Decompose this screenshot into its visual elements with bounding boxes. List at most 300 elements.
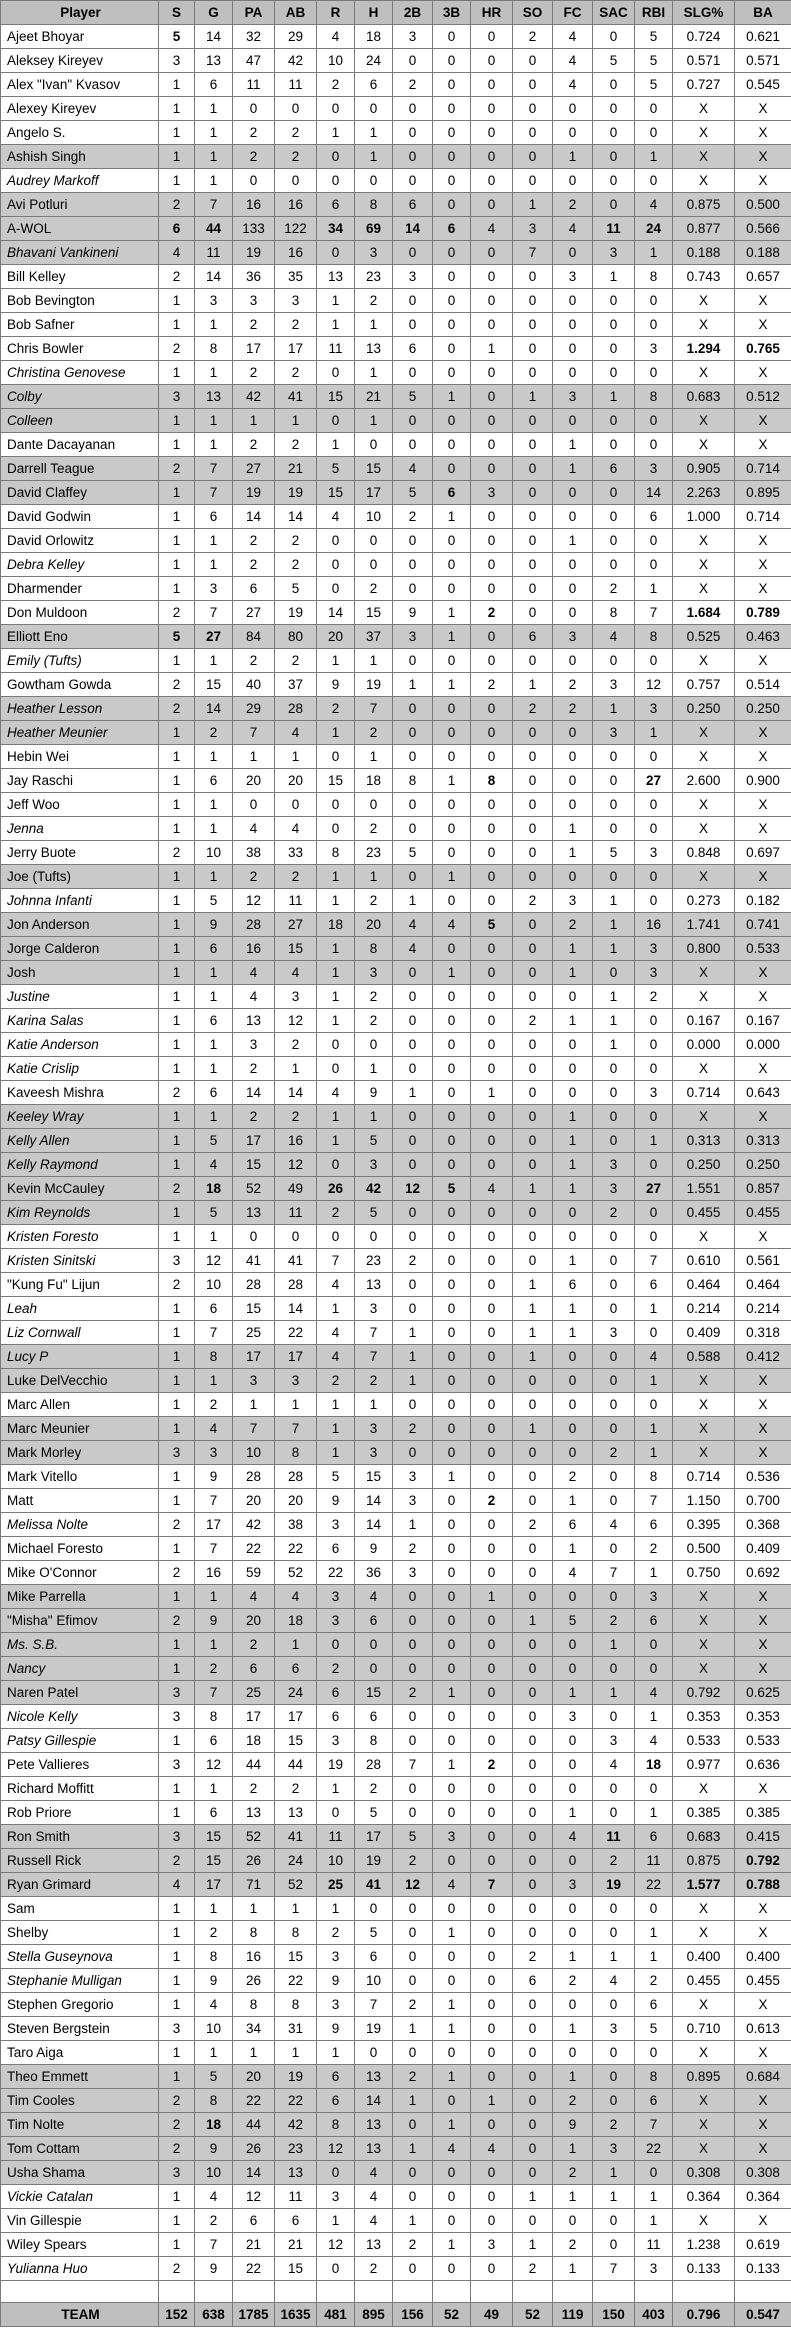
player-row [1, 1513, 791, 1537]
cell-pa: 20 [233, 2065, 275, 2089]
cell-ab: 11 [275, 889, 317, 913]
cell-s: S [159, 1, 195, 25]
cell-fc: 2 [553, 1969, 593, 1993]
cell-s: 3 [159, 1825, 195, 1849]
cell-3b: 4 [433, 913, 471, 937]
cell-g: 7 [195, 457, 233, 481]
cell-rbi: 27 [635, 769, 673, 793]
cell-r: 3 [317, 1729, 355, 1753]
cell-g: 6 [195, 769, 233, 793]
cell-rbi: 0 [635, 817, 673, 841]
cell-rbi: 1 [635, 1297, 673, 1321]
cell-slg: 0.395 [673, 1513, 735, 1537]
cell-r: 3 [317, 1993, 355, 2017]
cell-r: 10 [317, 1849, 355, 1873]
cell-ba: 0.714 [735, 457, 791, 481]
cell-sac: 1 [593, 913, 635, 937]
cell-so: 0 [513, 961, 553, 985]
cell-r: 19 [317, 1753, 355, 1777]
cell-rbi: 0 [635, 1321, 673, 1345]
cell-rbi: 3 [635, 841, 673, 865]
cell-player: Angelo S. [1, 121, 159, 145]
cell-ba: X [735, 1057, 791, 1081]
cell-g: 18 [195, 1177, 233, 1201]
cell-slg [673, 2281, 735, 2303]
cell-fc: 0 [553, 769, 593, 793]
cell-2b: 2 [393, 1537, 433, 1561]
cell-slg: 0.273 [673, 889, 735, 913]
cell-r: 1 [317, 1009, 355, 1033]
cell-s: 1 [159, 1801, 195, 1825]
cell-pa: 16 [233, 193, 275, 217]
team-total-row [1, 2303, 791, 2327]
cell-fc: 0 [553, 1585, 593, 1609]
cell-2b: 0 [393, 1057, 433, 1081]
cell-r: 1 [317, 961, 355, 985]
cell-slg: 0.133 [673, 2257, 735, 2281]
cell-hr: 0 [471, 649, 513, 673]
cell-so: 1 [513, 2233, 553, 2257]
cell-hr: 0 [471, 721, 513, 745]
cell-ab: 13 [275, 1801, 317, 1825]
cell-h: 14 [355, 1513, 393, 1537]
cell-sac: 2 [593, 2113, 635, 2137]
cell-player: Jorge Calderon [1, 937, 159, 961]
cell-s: 1 [159, 913, 195, 937]
cell-pa: 26 [233, 1969, 275, 1993]
cell-g: 1 [195, 1585, 233, 1609]
cell-ba: 0.455 [735, 1201, 791, 1225]
cell-h: 28 [355, 1753, 393, 1777]
cell-rbi: 4 [635, 1681, 673, 1705]
player-row [1, 961, 791, 985]
cell-fc: 0 [553, 1849, 593, 1873]
cell-2b: 0 [393, 313, 433, 337]
cell-rbi: 5 [635, 2017, 673, 2041]
player-row [1, 865, 791, 889]
cell-hr: 0 [471, 73, 513, 97]
cell-ba: X [735, 289, 791, 313]
cell-sac: 0 [593, 433, 635, 457]
cell-s: 1 [159, 145, 195, 169]
cell-r: 2 [317, 1369, 355, 1393]
cell-pa: 2 [233, 529, 275, 553]
player-row [1, 2209, 791, 2233]
cell-g: 13 [195, 49, 233, 73]
cell-rbi: 8 [635, 1465, 673, 1489]
cell-h: 19 [355, 673, 393, 697]
cell-fc: 2 [553, 2161, 593, 2185]
cell-h: 23 [355, 1249, 393, 1273]
cell-s: 1 [159, 1633, 195, 1657]
cell-3b: 1 [433, 961, 471, 985]
cell-rbi: 1 [635, 1921, 673, 1945]
cell-so: 0 [513, 1153, 553, 1177]
cell-fc: 0 [553, 169, 593, 193]
cell-s: 1 [159, 289, 195, 313]
cell-sac: 0 [593, 1345, 635, 1369]
player-row [1, 1849, 791, 1873]
cell-slg: 1.000 [673, 505, 735, 529]
cell-so: 0 [513, 1201, 553, 1225]
cell-hr: 0 [471, 985, 513, 1009]
cell-fc: 1 [553, 2257, 593, 2281]
cell-sac: 0 [593, 649, 635, 673]
cell-pa: 44 [233, 1753, 275, 1777]
cell-sac: 0 [593, 313, 635, 337]
cell-fc: 6 [553, 1273, 593, 1297]
cell-slg: X [673, 745, 735, 769]
cell-ba: X [735, 121, 791, 145]
cell-pa: 52 [233, 1177, 275, 1201]
cell-player: David Claffey [1, 481, 159, 505]
cell-ba: 0.643 [735, 1081, 791, 1105]
cell-player: Debra Kelley [1, 553, 159, 577]
cell-pa: 20 [233, 769, 275, 793]
cell-3b: 0 [433, 49, 471, 73]
cell-3b: 1 [433, 625, 471, 649]
cell-fc: 4 [553, 49, 593, 73]
cell-h: 10 [355, 1969, 393, 1993]
cell-g: 7 [195, 1681, 233, 1705]
cell-s: 1 [159, 1201, 195, 1225]
player-row [1, 1249, 791, 1273]
cell-pa: 2 [233, 865, 275, 889]
cell-3b: 0 [433, 2161, 471, 2185]
cell-ab: 19 [275, 601, 317, 625]
player-row [1, 289, 791, 313]
cell-pa: 7 [233, 1417, 275, 1441]
cell-2b: 0 [393, 985, 433, 1009]
cell-sac: 0 [593, 73, 635, 97]
cell-slg: 0.533 [673, 1729, 735, 1753]
cell-fc: 0 [553, 985, 593, 1009]
cell-s: 2 [159, 601, 195, 625]
cell-h: 23 [355, 841, 393, 865]
cell-fc [553, 2281, 593, 2303]
cell-s: 1 [159, 1465, 195, 1489]
cell-2b: 9 [393, 601, 433, 625]
cell-sac: 3 [593, 673, 635, 697]
cell-r: 4 [317, 1273, 355, 1297]
cell-hr: 0 [471, 889, 513, 913]
cell-player: Pete Vallieres [1, 1753, 159, 1777]
cell-slg: X [673, 1657, 735, 1681]
cell-r: 0 [317, 553, 355, 577]
cell-sac: 0 [593, 553, 635, 577]
player-row [1, 241, 791, 265]
cell-slg: 0.571 [673, 49, 735, 73]
cell-3b: 0 [433, 697, 471, 721]
cell-h: 1 [355, 1393, 393, 1417]
cell-h: 0 [355, 529, 393, 553]
cell-s: 1 [159, 721, 195, 745]
cell-pa: 12 [233, 889, 275, 913]
cell-r: 0 [317, 145, 355, 169]
cell-fc: 0 [553, 1633, 593, 1657]
cell-pa: 26 [233, 2137, 275, 2161]
cell-hr: 0 [471, 1009, 513, 1033]
cell-3b: 0 [433, 721, 471, 745]
cell-s: 1 [159, 1297, 195, 1321]
cell-hr: 0 [471, 1561, 513, 1585]
cell-h: 15 [355, 601, 393, 625]
cell-so: 0 [513, 2065, 553, 2089]
cell-ab: 14 [275, 1081, 317, 1105]
cell-rbi: 0 [635, 1657, 673, 1681]
cell-3b: 0 [433, 1537, 471, 1561]
cell-g: 1 [195, 961, 233, 985]
cell-r: 0 [317, 2257, 355, 2281]
player-row [1, 1561, 791, 1585]
cell-hr: 0 [471, 1705, 513, 1729]
cell-fc: 1 [553, 1297, 593, 1321]
cell-g: 27 [195, 625, 233, 649]
cell-player: A-WOL [1, 217, 159, 241]
cell-pa: 1785 [233, 2303, 275, 2327]
cell-so: 0 [513, 2137, 553, 2161]
player-row [1, 1273, 791, 1297]
cell-sac: 0 [593, 145, 635, 169]
cell-pa: 28 [233, 1273, 275, 1297]
cell-slg: X [673, 1585, 735, 1609]
cell-g: 5 [195, 1201, 233, 1225]
cell-2b: 6 [393, 337, 433, 361]
cell-h: 13 [355, 2113, 393, 2137]
cell-hr: 0 [471, 1321, 513, 1345]
cell-player: Jerry Buote [1, 841, 159, 865]
cell-fc: 0 [553, 601, 593, 625]
cell-h: 1 [355, 361, 393, 385]
cell-so: 0 [513, 1801, 553, 1825]
cell-sac: 0 [593, 1297, 635, 1321]
cell-fc: 1 [553, 2065, 593, 2089]
cell-rbi: 2 [635, 1537, 673, 1561]
cell-2b: 0 [393, 1225, 433, 1249]
cell-player: Bill Kelley [1, 265, 159, 289]
cell-rbi: 1 [635, 1801, 673, 1825]
cell-ab: 0 [275, 793, 317, 817]
cell-g: 1 [195, 97, 233, 121]
cell-ba: X [735, 1417, 791, 1441]
cell-ab: 12 [275, 1009, 317, 1033]
cell-ab: 13 [275, 2161, 317, 2185]
cell-g: 7 [195, 601, 233, 625]
cell-pa: 2 [233, 1057, 275, 1081]
cell-rbi: 7 [635, 1249, 673, 1273]
cell-player: Katie Crislip [1, 1057, 159, 1081]
cell-pa: 25 [233, 1681, 275, 1705]
cell-2b: 156 [393, 2303, 433, 2327]
cell-hr: 0 [471, 457, 513, 481]
cell-r: 2 [317, 697, 355, 721]
cell-ab: 6 [275, 2209, 317, 2233]
cell-slg: 1.551 [673, 1177, 735, 1201]
cell-3b: 0 [433, 1657, 471, 1681]
cell-fc: 0 [553, 313, 593, 337]
cell-h: 2 [355, 985, 393, 1009]
cell-r: 6 [317, 1537, 355, 1561]
spacer-row [1, 2281, 791, 2303]
cell-hr: 8 [471, 769, 513, 793]
cell-sac: 0 [593, 1705, 635, 1729]
cell-so: 0 [513, 817, 553, 841]
cell-ba: X [735, 1609, 791, 1633]
cell-r: 15 [317, 385, 355, 409]
cell-s: 2 [159, 697, 195, 721]
cell-s: 1 [159, 1777, 195, 1801]
cell-ba: 0.500 [735, 193, 791, 217]
cell-g: 6 [195, 1729, 233, 1753]
cell-fc: 0 [553, 1753, 593, 1777]
cell-ba: 0.700 [735, 1489, 791, 1513]
cell-ba: 0.533 [735, 937, 791, 961]
cell-hr: 1 [471, 1585, 513, 1609]
cell-hr: 0 [471, 1921, 513, 1945]
cell-fc: 0 [553, 577, 593, 601]
cell-pa: 1 [233, 1393, 275, 1417]
cell-player: Mark Vitello [1, 1465, 159, 1489]
cell-player: Jenna [1, 817, 159, 841]
cell-2b: 3 [393, 1489, 433, 1513]
cell-so: 0 [513, 121, 553, 145]
cell-s: 1 [159, 1153, 195, 1177]
player-row [1, 913, 791, 937]
cell-slg: 1.577 [673, 1873, 735, 1897]
cell-ba: 0.895 [735, 481, 791, 505]
cell-3b: 0 [433, 2089, 471, 2113]
cell-rbi: 0 [635, 2161, 673, 2185]
cell-player: Dharmender [1, 577, 159, 601]
cell-3b: 0 [433, 841, 471, 865]
cell-h: 7 [355, 1345, 393, 1369]
cell-pa: 2 [233, 121, 275, 145]
cell-3b: 0 [433, 265, 471, 289]
cell-2b: 0 [393, 961, 433, 985]
cell-ba: X [735, 961, 791, 985]
cell-ab: 3 [275, 289, 317, 313]
cell-3b: 1 [433, 2017, 471, 2041]
cell-2b: 0 [393, 1441, 433, 1465]
cell-hr: 2 [471, 601, 513, 625]
cell-g: 3 [195, 1441, 233, 1465]
cell-rbi: 22 [635, 2137, 673, 2161]
cell-s: 2 [159, 1177, 195, 1201]
cell-so: 0 [513, 73, 553, 97]
cell-rbi: 0 [635, 1201, 673, 1225]
cell-rbi: 3 [635, 1585, 673, 1609]
cell-hr: 0 [471, 1825, 513, 1849]
cell-2b: 0 [393, 2257, 433, 2281]
cell-h: 5 [355, 1129, 393, 1153]
player-row [1, 1609, 791, 1633]
cell-g: 2 [195, 1393, 233, 1417]
cell-sac: 0 [593, 25, 635, 49]
cell-slg: 1.684 [673, 601, 735, 625]
cell-g: 15 [195, 1825, 233, 1849]
cell-player: Audrey Markoff [1, 169, 159, 193]
cell-s: 3 [159, 1249, 195, 1273]
cell-g: 9 [195, 1969, 233, 1993]
cell-fc: 0 [553, 1345, 593, 1369]
cell-pa: 6 [233, 2209, 275, 2233]
cell-sac: 0 [593, 1537, 635, 1561]
cell-h: 8 [355, 193, 393, 217]
cell-h: 2 [355, 817, 393, 841]
cell-s: 2 [159, 1849, 195, 1873]
cell-slg: X [673, 409, 735, 433]
player-row [1, 2113, 791, 2137]
cell-hr: 3 [471, 2233, 513, 2257]
cell-rbi: 4 [635, 1729, 673, 1753]
cell-hr: 4 [471, 1177, 513, 1201]
cell-3b: 0 [433, 1441, 471, 1465]
cell-so: 1 [513, 1273, 553, 1297]
player-row [1, 1321, 791, 1345]
cell-sac: 0 [593, 1657, 635, 1681]
cell-g: 1 [195, 169, 233, 193]
cell-s: 1 [159, 769, 195, 793]
cell-pa: 6 [233, 577, 275, 601]
cell-3b: 1 [433, 2065, 471, 2089]
cell-fc: 0 [553, 553, 593, 577]
cell-ab: 24 [275, 1849, 317, 1873]
cell-h: 42 [355, 1177, 393, 1201]
cell-player: Liz Cornwall [1, 1321, 159, 1345]
cell-slg: X [673, 1609, 735, 1633]
player-row [1, 2185, 791, 2209]
cell-so: 2 [513, 1945, 553, 1969]
cell-rbi: 7 [635, 1489, 673, 1513]
cell-3b: 0 [433, 193, 471, 217]
cell-2b: 0 [393, 1273, 433, 1297]
cell-ab: AB [275, 1, 317, 25]
cell-player: Chris Bowler [1, 337, 159, 361]
cell-slg: 0.353 [673, 1705, 735, 1729]
cell-player: Yulianna Huo [1, 2257, 159, 2281]
cell-ab: 27 [275, 913, 317, 937]
cell-sac: 0 [593, 1777, 635, 1801]
cell-fc: 0 [553, 721, 593, 745]
cell-player: Katie Anderson [1, 1033, 159, 1057]
cell-ab: 15 [275, 1945, 317, 1969]
cell-r: 1 [317, 1441, 355, 1465]
cell-rbi: 24 [635, 217, 673, 241]
cell-r: 4 [317, 1081, 355, 1105]
cell-2b: 2 [393, 1993, 433, 2017]
cell-player: Ms. S.B. [1, 1633, 159, 1657]
cell-hr: 2 [471, 1489, 513, 1513]
cell-fc: 1 [553, 457, 593, 481]
cell-h: 0 [355, 553, 393, 577]
cell-so: 0 [513, 97, 553, 121]
cell-so: 0 [513, 985, 553, 1009]
cell-fc: 1 [553, 2137, 593, 2161]
cell-h: 1 [355, 409, 393, 433]
cell-ab: 4 [275, 961, 317, 985]
cell-slg: X [673, 1441, 735, 1465]
player-row [1, 2137, 791, 2161]
cell-2b: 0 [393, 145, 433, 169]
cell-rbi: 0 [635, 97, 673, 121]
cell-pa: 4 [233, 1585, 275, 1609]
player-row [1, 1465, 791, 1489]
cell-so: 0 [513, 1825, 553, 1849]
cell-2b: 1 [393, 1081, 433, 1105]
cell-so: 1 [513, 1609, 553, 1633]
cell-hr: 0 [471, 193, 513, 217]
cell-sac: 0 [593, 1993, 635, 2017]
